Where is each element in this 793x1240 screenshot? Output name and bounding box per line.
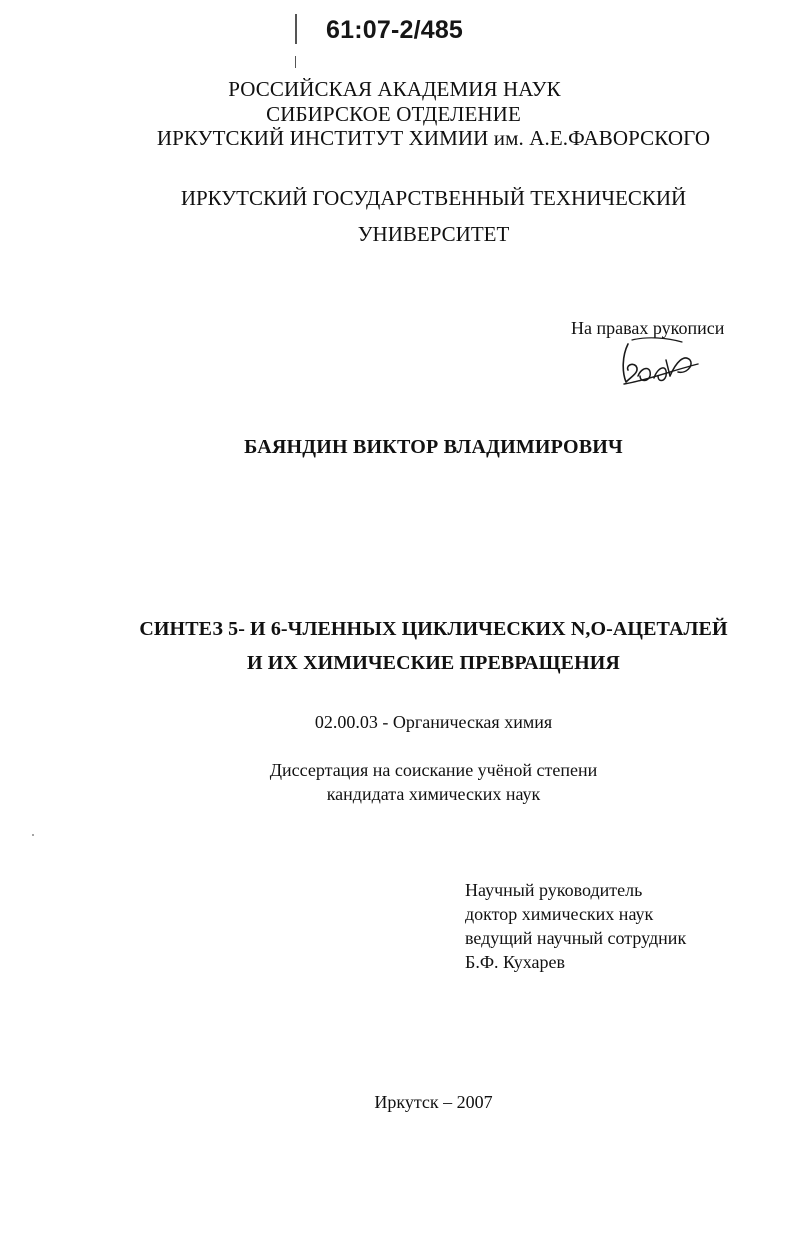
archive-stamp-code: 61:07-2/485	[326, 16, 464, 44]
city-year: Иркутск – 2007	[374, 1092, 493, 1112]
org-line-branch: СИБИРСКОЕ ОТДЕЛЕНИЕ	[266, 102, 521, 126]
degree-line-1: Диссертация на соискание учёной степени	[269, 760, 598, 780]
university-line-1: ИРКУТСКИЙ ГОСУДАРСТВЕННЫЙ ТЕХНИЧЕСКИЙ	[180, 186, 687, 210]
org-line-institute: ИРКУТСКИЙ ИНСТИТУТ ХИМИИ им. А.Е.ФАВОРСКОГО	[156, 126, 711, 150]
dissertation-title-line-2: И ИХ ХИМИЧЕСКИЕ ПРЕВРАЩЕНИЯ	[247, 652, 620, 674]
supervisor-block	[465, 878, 686, 974]
author-signature-image	[618, 336, 702, 388]
university-line-2: УНИВЕРСИТЕТ	[357, 222, 510, 246]
scan-speck	[32, 834, 34, 836]
supervisor-degree: доктор химических наук	[465, 904, 654, 924]
supervisor-position: ведущий научный сотрудник	[465, 928, 687, 948]
specialty-code: 02.00.03 - Органическая химия	[314, 712, 553, 732]
margin-tick-mark	[295, 14, 297, 44]
manuscript-rights-note: На правах рукописи	[571, 318, 725, 338]
author-name: БАЯНДИН ВИКТОР ВЛАДИМИРОВИЧ	[244, 436, 623, 458]
dissertation-title-line-1: СИНТЕЗ 5- И 6-ЧЛЕННЫХ ЦИКЛИЧЕСКИХ N,O-АЦЕТАЛЕЙ	[139, 618, 728, 640]
supervisor-role: Научный руководитель	[465, 880, 643, 900]
margin-tick-mark	[295, 56, 296, 68]
degree-line-2: кандидата химических наук	[326, 784, 541, 804]
org-line-academy: РОССИЙСКАЯ АКАДЕМИЯ НАУК	[228, 77, 561, 101]
supervisor-name: Б.Ф. Кухарев	[465, 952, 565, 972]
